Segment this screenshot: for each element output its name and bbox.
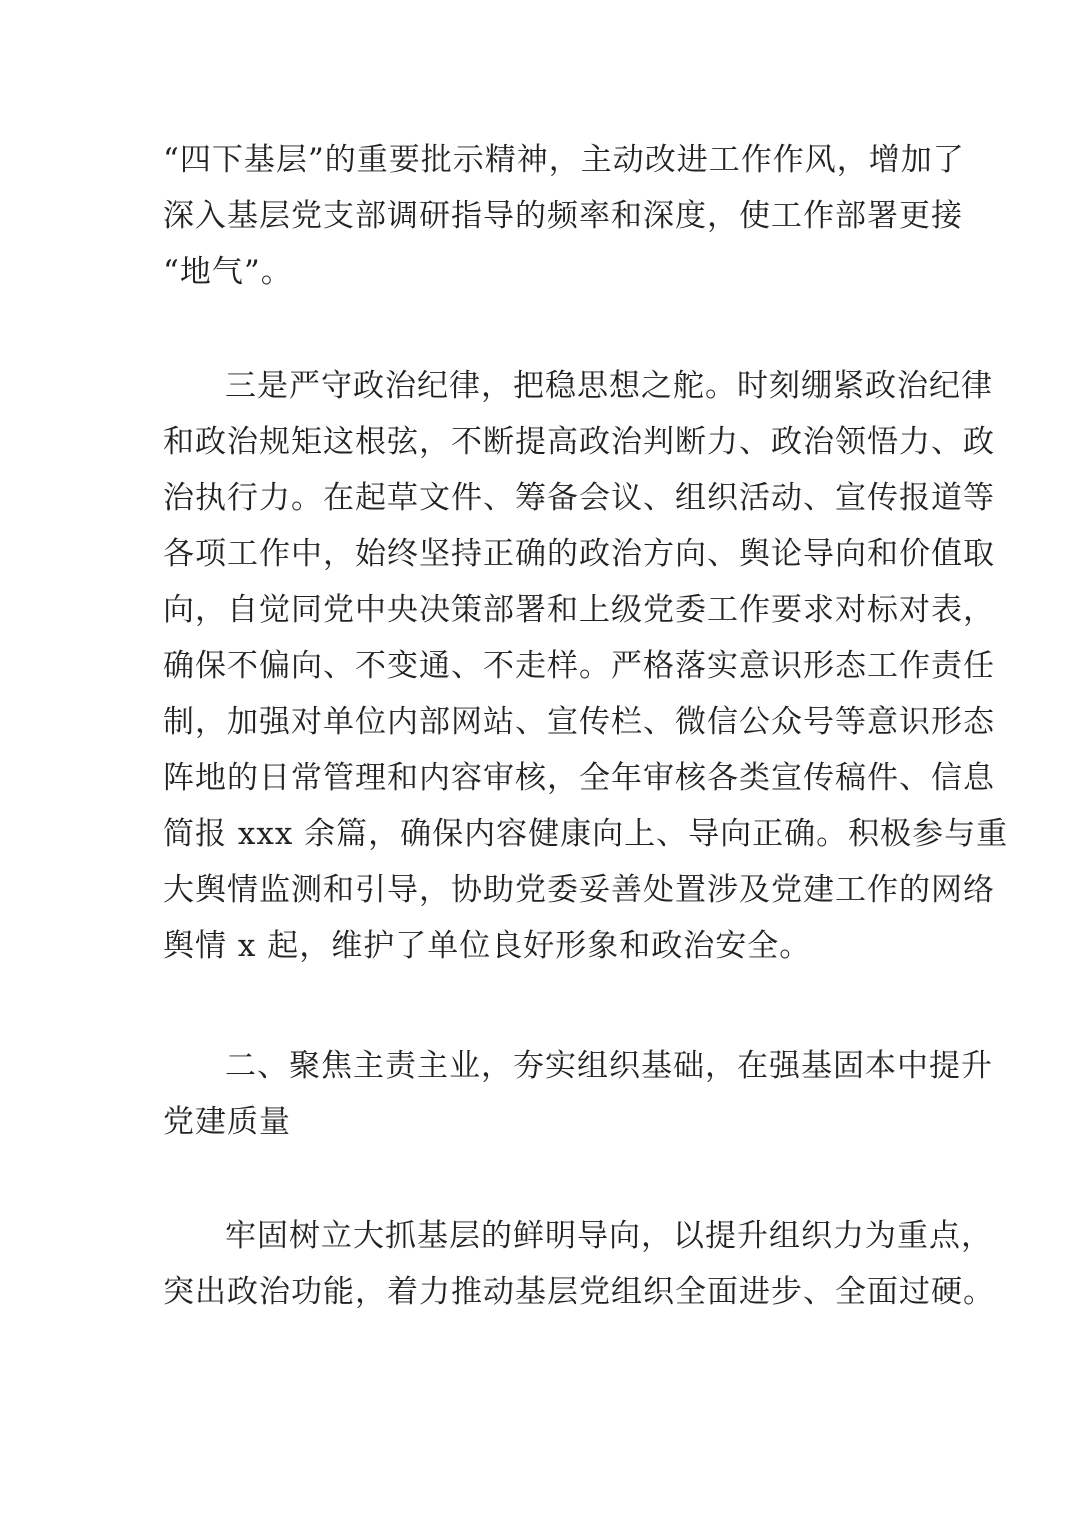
text-line: 阵地的日常管理和内容审核，全年审核各类宣传稿件、信息 bbox=[163, 760, 995, 796]
heading-line: 二、聚焦主责主业，夯实组织基础，在强基固本中提升 bbox=[225, 1048, 993, 1084]
text-line: 突出政治功能，着力推动基层党组织全面进步、全面过硬。 bbox=[163, 1274, 995, 1310]
text-line: 各项工作中，始终坚持正确的政治方向、舆论导向和价值取 bbox=[163, 536, 995, 572]
text-line: 确保不偏向、不变通、不走样。严格落实意识形态工作责任 bbox=[163, 648, 995, 684]
text-line: 深入基层党支部调研指导的频率和深度，使工作部署更接 bbox=[163, 198, 963, 234]
text-line: 大舆情监测和引导，协助党委妥善处置涉及党建工作的网络 bbox=[163, 872, 995, 908]
text-line: 舆情 x 起，维护了单位良好形象和政治安全。 bbox=[163, 928, 812, 964]
paragraph-grassroots bbox=[163, 1208, 995, 1320]
text-line: “地气”。 bbox=[163, 254, 293, 290]
text-line: 向，自觉同党中央决策部署和上级党委工作要求对标对表， bbox=[163, 592, 995, 628]
heading-line: 党建质量 bbox=[163, 1104, 291, 1140]
text-line: 牢固树立大抓基层的鲜明导向，以提升组织力为重点， bbox=[225, 1218, 993, 1254]
text-line: 和政治规矩这根弦，不断提高政治判断力、政治领悟力、政 bbox=[163, 424, 995, 460]
section-heading bbox=[163, 1038, 993, 1150]
text-line: 三是严守政治纪律，把稳思想之舵。时刻绷紧政治纪律 bbox=[225, 368, 993, 404]
paragraph-political-discipline bbox=[163, 358, 1009, 974]
text-line: 治执行力。在起草文件、筹备会议、组织活动、宣传报道等 bbox=[163, 480, 995, 516]
text-line: 制，加强对单位内部网站、宣传栏、微信公众号等意识形态 bbox=[163, 704, 995, 740]
paragraph-continued bbox=[163, 132, 965, 300]
text-line: “四下基层”的重要批示精神，主动改进工作作风，增加了 bbox=[163, 142, 965, 178]
text-line: 简报 xxx 余篇，确保内容健康向上、导向正确。积极参与重 bbox=[163, 816, 1009, 852]
